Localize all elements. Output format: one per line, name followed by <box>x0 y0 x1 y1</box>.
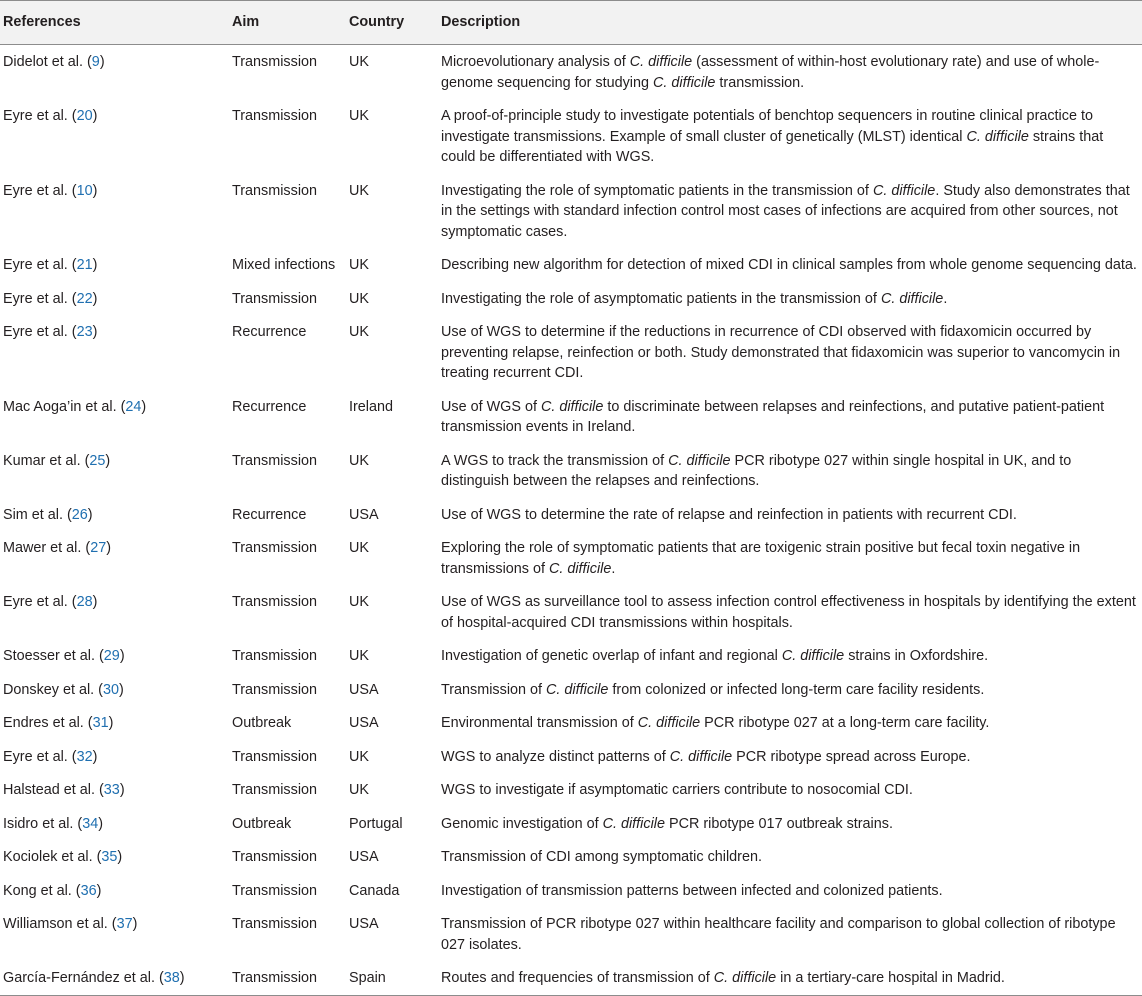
country-cell: UK <box>349 594 369 610</box>
description-text: transmission. <box>715 74 805 91</box>
table-row <box>0 390 1142 444</box>
country-cell: UK <box>349 182 369 199</box>
aim-cell: Transmission <box>232 748 318 765</box>
author-text: Kociolek et al. <box>3 849 93 865</box>
description-cell <box>437 444 1142 498</box>
description-text: A WGS to track the transmission of <box>441 452 669 469</box>
description-cell <box>437 248 1142 282</box>
author-text: Donskey et al. <box>3 681 95 698</box>
author-text: Sim et al. <box>3 506 63 523</box>
aim-cell: Recurrence <box>232 506 307 523</box>
country-cell: UK <box>349 540 369 556</box>
description-cell <box>437 706 1142 740</box>
reference-cell: Kumar et al. (25) <box>3 452 111 469</box>
species-name: C. difficile <box>546 681 609 698</box>
description-cell <box>437 740 1142 774</box>
author-text: Endres et al. <box>3 715 84 731</box>
reference-cell: Eyre et al. (21) <box>3 257 98 273</box>
table-row <box>0 740 1142 774</box>
description-text: from colonized or infected long-term care facility residents. <box>608 681 985 698</box>
citation-link[interactable]: 29 <box>103 648 120 664</box>
description-cell <box>437 773 1142 807</box>
description-text: strains in Oxfordshire. <box>844 648 989 664</box>
citation-link[interactable]: 37 <box>116 916 133 932</box>
table-row <box>0 840 1142 874</box>
description-text: to discriminate between relapses and reinfections, and putative patient-patient transmission events in Ireland. <box>441 398 1105 435</box>
table-body <box>0 45 1142 996</box>
table-row <box>0 706 1142 740</box>
description-cell <box>437 390 1142 444</box>
country-cell: UK <box>349 324 369 340</box>
species-name: C. difficile <box>713 970 777 986</box>
country-cell: USA <box>349 849 379 865</box>
citation-link[interactable]: 34 <box>82 815 99 832</box>
description-text: PCR ribotype spread across Europe. <box>732 748 971 765</box>
table-row <box>0 315 1142 390</box>
description-text: Transmission of CDI among symptomatic children. <box>441 849 762 865</box>
species-name: C. difficile <box>872 182 936 199</box>
description-cell <box>437 498 1142 532</box>
citation-link[interactable]: 30 <box>102 681 119 698</box>
description-cell <box>437 673 1142 707</box>
author-text: Didelot et al. <box>3 54 83 70</box>
country-cell: USA <box>349 715 379 731</box>
country-cell: Canada <box>349 882 400 899</box>
aim-cell: Transmission <box>232 594 318 610</box>
description-text: Describing new algorithm for detection of mixed CDI in clinical samples from whole genome sequencing data. <box>441 257 1137 273</box>
citation-link[interactable]: 31 <box>92 715 109 731</box>
header-row <box>0 1 1142 45</box>
reference-cell: Mawer et al. (27) <box>3 540 111 556</box>
description-text: WGS to analyze distinct patterns of <box>441 748 670 765</box>
aim-cell: Transmission <box>232 452 318 469</box>
species-name: C. difficile <box>966 128 1029 145</box>
citation-link[interactable]: 23 <box>76 324 93 340</box>
reference-cell: Endres et al. (31) <box>3 715 114 731</box>
citation-link[interactable]: 20 <box>76 108 93 124</box>
reference-cell: Sim et al. (26) <box>3 506 93 523</box>
description-text: PCR ribotype 017 outbreak strains. <box>664 815 893 832</box>
description-cell <box>437 45 1142 100</box>
description-cell <box>437 315 1142 390</box>
table-row <box>0 874 1142 908</box>
aim-cell: Transmission <box>232 882 318 899</box>
author-text: Eyre et al. <box>3 748 68 765</box>
aim-cell: Transmission <box>232 648 318 664</box>
header-references: References <box>0 1 228 45</box>
aim-cell: Transmission <box>232 540 318 556</box>
description-text: . <box>611 560 616 577</box>
reference-cell: Kociolek et al. (35) <box>3 849 123 865</box>
citation-link[interactable]: 36 <box>80 882 97 899</box>
reference-cell: Eyre et al. (10) <box>3 182 98 199</box>
reference-cell: Williamson et al. (37) <box>3 916 138 932</box>
citation-link[interactable]: 21 <box>76 257 93 273</box>
country-cell: UK <box>349 452 369 469</box>
aim-cell: Mixed infections <box>232 257 336 273</box>
author-text: Eyre et al. <box>3 108 68 124</box>
species-name: C. difficile <box>880 290 944 307</box>
table-row <box>0 282 1142 316</box>
reference-cell: Stoesser et al. (29) <box>3 648 125 664</box>
aim-cell: Transmission <box>232 681 318 698</box>
citation-link[interactable]: 26 <box>71 506 88 523</box>
country-cell: Spain <box>345 961 437 995</box>
country-cell: UK <box>349 257 369 273</box>
description-cell <box>437 99 1142 174</box>
country-cell: UK <box>349 108 369 124</box>
reference-cell: Eyre et al. (23) <box>3 324 98 340</box>
description-text: Investigation of genetic overlap of infant and regional <box>441 648 782 664</box>
description-cell <box>437 907 1142 961</box>
author-text: Kumar et al. <box>3 452 81 469</box>
country-cell: UK <box>349 54 369 70</box>
aim-cell: Transmission <box>232 54 318 70</box>
aim-cell: Transmission <box>232 108 318 124</box>
species-name: C. difficile <box>668 452 731 469</box>
reference-cell: Didelot et al. (9) <box>3 54 105 70</box>
aim-cell: Transmission <box>232 182 318 199</box>
description-cell <box>437 807 1142 841</box>
reference-cell: Halstead et al. (33) <box>3 782 125 798</box>
citation-link[interactable]: 22 <box>76 290 93 307</box>
reference-cell: Eyre et al. (28) <box>3 594 98 610</box>
description-text: Use of WGS to determine if the reductions in recurrence of CDI observed with fidaxomicin occurred by preventing relapse, reinfection or both. Study demonstrated that fidaxomicin was superior to vancomycin in treating recurrent CDI. <box>441 324 1121 381</box>
author-text: Halstead et al. <box>3 782 95 798</box>
description-cell <box>437 282 1142 316</box>
description-cell <box>437 531 1142 585</box>
country-cell: USA <box>349 916 379 932</box>
aim-cell: Transmission <box>232 290 318 307</box>
description-text: Routes and frequencies of transmission of <box>441 970 714 986</box>
description-cell <box>437 874 1142 908</box>
description-cell <box>437 174 1142 249</box>
species-name: C. difficile <box>669 748 733 765</box>
species-name: C. difficile <box>781 648 845 664</box>
table-row <box>0 444 1142 498</box>
table-row <box>0 45 1142 100</box>
reference-cell: Eyre et al. (32) <box>3 748 98 765</box>
aim-cell: Transmission <box>228 961 345 995</box>
species-name: C. difficile <box>629 54 693 70</box>
description-cell <box>437 639 1142 673</box>
aim-cell: Transmission <box>232 782 318 798</box>
country-cell: USA <box>349 506 379 523</box>
reference-cell: Isidro et al. (34) <box>3 815 103 832</box>
author-text: Kong et al. <box>3 882 72 899</box>
header-country: Country <box>345 1 437 45</box>
description-text: Microevolutionary analysis of <box>441 54 630 70</box>
species-name: C. difficile <box>637 715 701 731</box>
author-text: Eyre et al. <box>3 594 68 610</box>
author-text: Eyre et al. <box>3 257 68 273</box>
description-text: Investigating the role of asymptomatic patients in the transmission of <box>441 290 881 307</box>
citation-link[interactable]: 33 <box>103 782 120 798</box>
table-row <box>0 174 1142 249</box>
author-text: Stoesser et al. <box>3 648 95 664</box>
country-cell: UK <box>349 290 369 307</box>
table-row <box>0 248 1142 282</box>
table-row <box>0 585 1142 639</box>
description-text: PCR ribotype 027 within single hospital in UK, and to distinguish between the relapses and reinfections. <box>441 452 1072 489</box>
description-text: Transmission of <box>441 681 547 698</box>
table-header <box>0 1 1142 45</box>
species-name: C. difficile <box>540 398 604 415</box>
citation-link[interactable]: 10 <box>76 182 93 199</box>
description-text: WGS to investigate if asymptomatic carriers contribute to nosocomial CDI. <box>441 782 913 798</box>
citation-link[interactable]: 35 <box>101 849 118 865</box>
reference-cell: Mac Aoga’in et al. (24) <box>3 398 147 415</box>
table-row <box>0 531 1142 585</box>
citation-link[interactable]: 25 <box>89 452 106 469</box>
species-name: C. difficile <box>653 74 716 91</box>
table-row <box>0 673 1142 707</box>
description-cell <box>437 840 1142 874</box>
aim-cell: Recurrence <box>232 324 307 340</box>
aim-cell: Transmission <box>232 916 318 932</box>
author-text: Mac Aoga’in et al. <box>3 398 117 415</box>
reference-cell: Eyre et al. (22) <box>3 290 98 307</box>
table-row <box>0 807 1142 841</box>
description-cell <box>437 961 1142 995</box>
description-text: . Study also demonstrates that in the settings with standard infection control most cases of infections are acquired from other sources, not symptomatic cases. <box>441 182 1130 240</box>
species-name: C. difficile <box>602 815 665 832</box>
author-text: García-Fernández et al. <box>3 970 155 986</box>
aim-cell: Outbreak <box>232 815 292 832</box>
description-text: Investigating the role of symptomatic patients in the transmission of <box>441 182 873 199</box>
country-cell: Ireland <box>349 398 394 415</box>
description-text: Use of WGS as surveillance tool to assess infection control effectiveness in hospitals by identifying the extent of hospital-acquired CDI transmissions within hospitals. <box>441 594 1136 631</box>
description-text: PCR ribotype 027 at a long-term care facility. <box>700 715 990 731</box>
citation-link[interactable]: 9 <box>91 54 100 70</box>
aim-cell: Recurrence <box>232 398 307 415</box>
description-text: Use of WGS of <box>441 398 541 415</box>
description-text: A proof-of-principle study to investigate potentials of benchtop sequencers in routine clinical practice to investigate transmissions. Example of small cluster of genetically (MLST) identical <box>441 108 1093 145</box>
description-text: strains that could be differentiated with WGS. <box>441 128 1104 165</box>
description-text: Investigation of transmission patterns between infected and colonized patients. <box>441 882 943 899</box>
author-text: Williamson et al. <box>3 916 108 932</box>
author-text: Mawer et al. <box>3 540 82 556</box>
header-description: Description <box>437 1 1142 45</box>
table-row <box>0 99 1142 174</box>
description-text: in a tertiary-care hospital in Madrid. <box>776 970 1005 986</box>
table-row <box>0 907 1142 961</box>
country-cell: Portugal <box>349 815 403 832</box>
country-cell: USA <box>349 681 379 698</box>
author-text: Eyre et al. <box>3 324 68 340</box>
aim-cell: Transmission <box>232 849 318 865</box>
table-row <box>0 639 1142 673</box>
country-cell: UK <box>349 648 369 664</box>
aim-cell: Outbreak <box>232 715 292 731</box>
description-text: Transmission of PCR ribotype 027 within healthcare facility and comparison to global collection of ribotype 027 isolates. <box>441 916 1116 953</box>
country-cell: UK <box>349 748 369 765</box>
citation-link[interactable]: 24 <box>125 398 142 415</box>
citation-link[interactable]: 28 <box>76 594 93 610</box>
description-text: Use of WGS to determine the rate of relapse and reinfection in patients with recurrent CDI. <box>441 506 1017 523</box>
description-text: . <box>943 290 948 307</box>
country-cell: UK <box>349 782 369 798</box>
reference-cell: Kong et al. (36) <box>3 882 102 899</box>
reference-cell: Eyre et al. (20) <box>3 108 98 124</box>
citation-link[interactable]: 32 <box>76 748 93 765</box>
table-row <box>0 498 1142 532</box>
author-text: Eyre et al. <box>3 182 68 199</box>
table-row <box>0 961 1142 995</box>
table-row <box>0 773 1142 807</box>
description-text: Genomic investigation of <box>441 815 603 832</box>
description-cell <box>437 585 1142 639</box>
description-text: Environmental transmission of <box>441 715 638 731</box>
species-name: C. difficile <box>548 560 612 577</box>
author-text: Eyre et al. <box>3 290 68 307</box>
description-text: (assessment of within-host evolutionary rate) and use of whole-genome sequencing for studying <box>441 54 1100 91</box>
author-text: Isidro et al. <box>3 815 74 832</box>
description-text: Exploring the role of symptomatic patients that are toxigenic strain positive but fecal toxin negative in transmissions of <box>441 540 1081 577</box>
reference-cell: García-Fernández et al. (38) <box>0 961 228 995</box>
citation-link[interactable]: 27 <box>90 540 107 556</box>
header-aim: Aim <box>228 1 345 45</box>
citation-link[interactable]: 38 <box>163 970 180 986</box>
reference-cell: Donskey et al. (30) <box>3 681 124 698</box>
